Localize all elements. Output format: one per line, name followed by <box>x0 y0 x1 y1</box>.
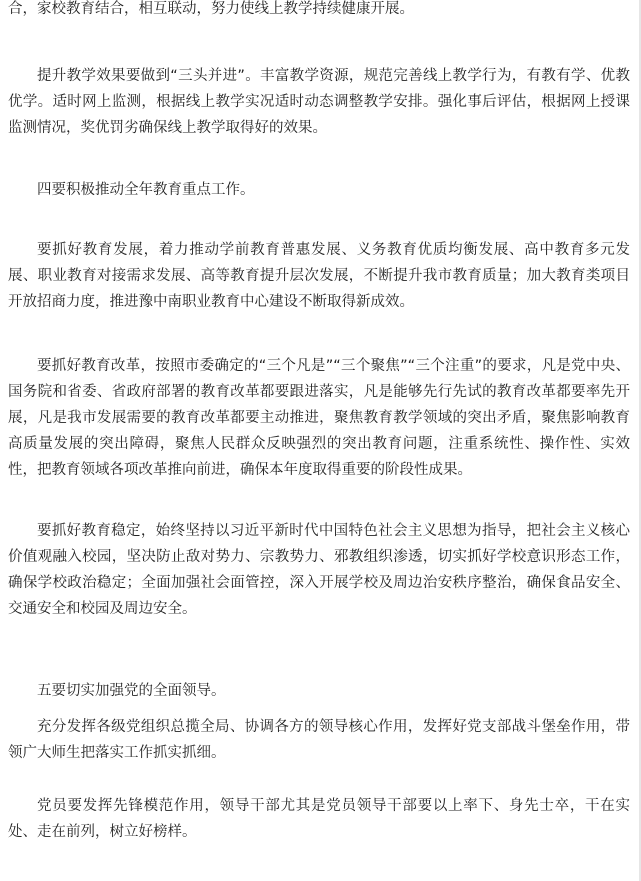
paragraph-education-stability: 要抓好教育稳定，始终坚持以习近平新时代中国特色社会主义思想为指导，把社会主义核心价值观融入校园，坚决防止敌对势力、宗教势力、邪教组织渗透，切实抓好学校意识形态工作，确保学校政治稳定；全面加强社会面管控，深入开展学校及周边治安秩序整治，确保食品安全、交通安全和校园及周边安全。 <box>8 523 630 617</box>
section-heading-five: 五要切实加强党的全面领导。 <box>37 683 226 699</box>
paragraph-party-members: 党员要发挥先锋模范作用，领导干部尤其是党员领导干部要以上率下、身先士卒，干在实处、走在前列，树立好榜样。 <box>8 798 630 840</box>
paragraph-education-reform: 要抓好教育改革，按照市委确定的“三个凡是”“三个聚焦”“三个注重”的要求，凡是党中央、国务院和省委、省政府部署的教育改革都要跟进落实，凡是能够先行先试的教育改革都要率先开展，凡是我市发展需要的教育改革都要主动推进，聚焦教育教学领域的突出矛盾，聚焦影响教育高质量发展的突出障碍，聚焦人民群众反映强烈的突出教育问题，注重系统性、操作性、实效性，把教育领域各项改革推向前进，确保本年度取得重要的阶段性成果。 <box>8 358 630 478</box>
paragraph-education-development: 要抓好教育发展，着力推动学前教育普惠发展、义务教育优质均衡发展、高中教育多元发展、职业教育对接需求发展、高等教育提升层次发展，不断提升我市教育质量；加大教育类项目开放招商力度，推进豫中南职业教育中心建设不断取得新成效。 <box>8 242 630 310</box>
paragraph-teaching-effect: 提升教学效果要做到“三头并进”。丰富教学资源，规范完善线上教学行为，有教有学、优教优学。适时网上监测，根据线上教学实况适时动态调整教学安排。强化事后评估，根据网上授课监测情况，奖优罚劣确保线上教学取得好的效果。 <box>8 68 630 136</box>
section-heading-four: 四要积极推动全年教育重点工作。 <box>37 182 255 198</box>
paragraph-party-organization: 充分发挥各级党组织总揽全局、协调各方的领导核心作用，发挥好党支部战斗堡垒作用，带领广大师生把落实工作抓实抓细。 <box>8 719 630 761</box>
paragraph-continuation: 合，家校教育结合，相互联动，努力使线上教学持续健康开展。 <box>8 1 414 17</box>
